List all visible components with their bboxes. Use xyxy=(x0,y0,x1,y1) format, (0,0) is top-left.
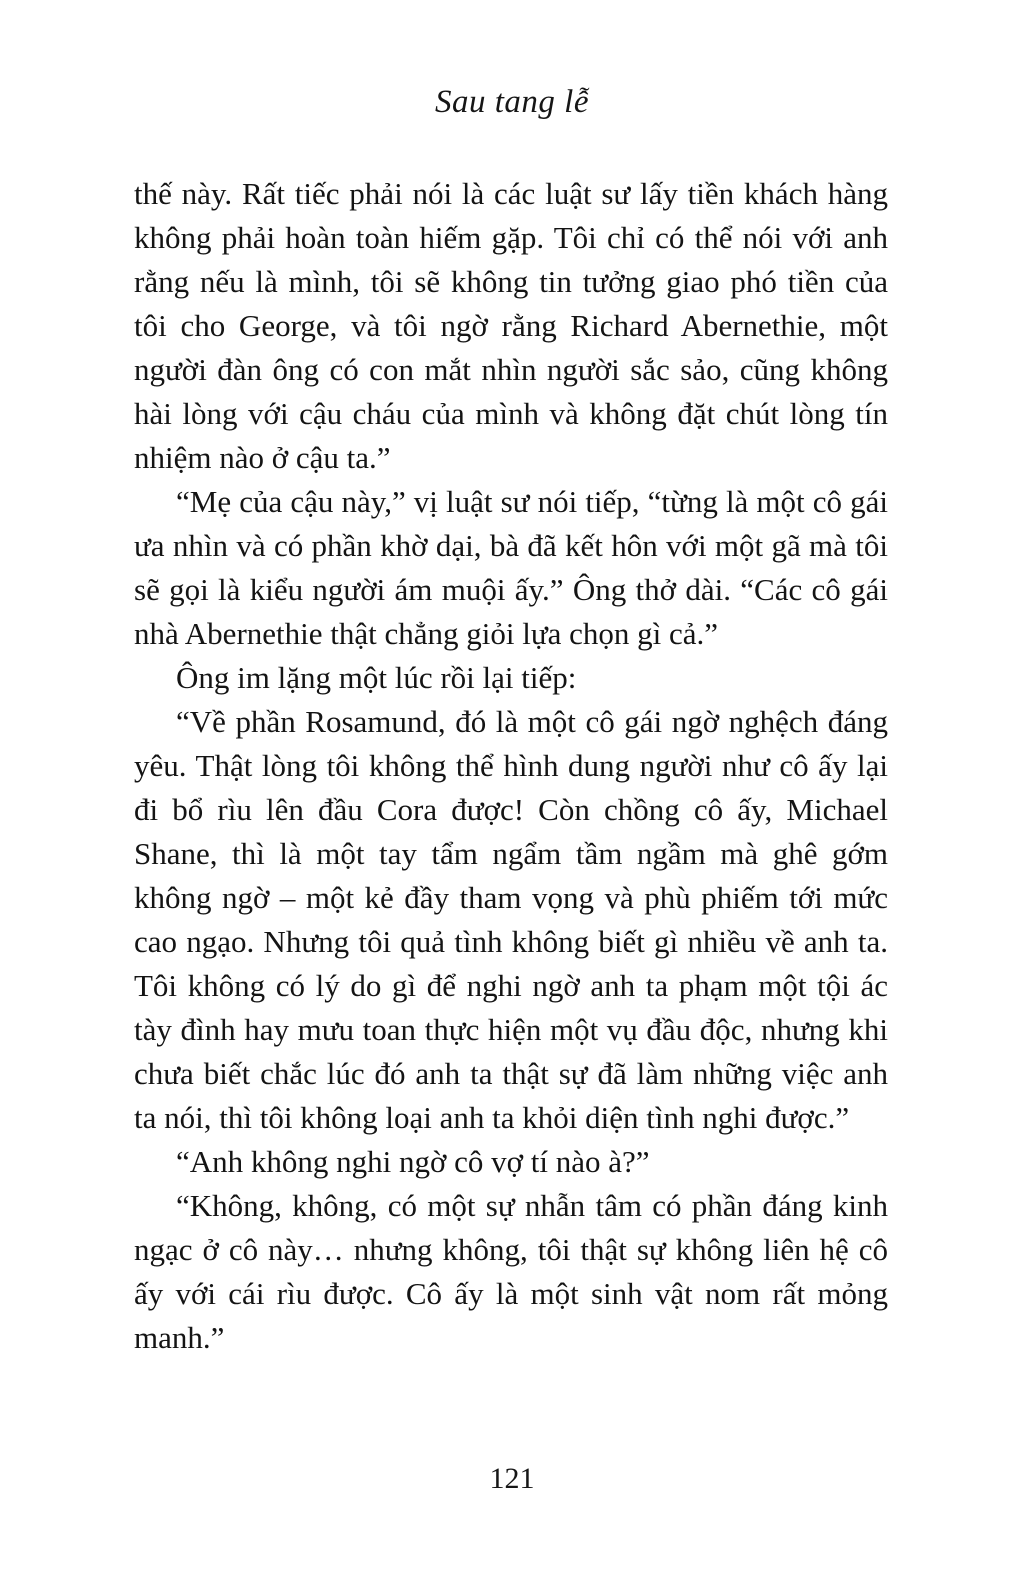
running-header: Sau tang lễ xyxy=(435,84,589,120)
body-text-block xyxy=(134,172,888,1360)
body-paragraph: thế này. Rất tiếc phải nói là các luật sư lấy tiền khách hàng không phải hoàn toàn hiếm gặp. Tôi chỉ có thể nói với anh rằng nếu là mình, tôi sẽ không tin tưởng giao phó tiền của tôi cho George, và tôi ngờ rằng Richard Abernethie, một người đàn ông có con mắt nhìn người sắc sảo, cũng không hài lòng với cậu cháu của mình và không đặt chút lòng tín nhiệm nào ở cậu ta.” xyxy=(134,176,888,475)
body-paragraph: “Mẹ của cậu này,” vị luật sư nói tiếp, “từng là một cô gái ưa nhìn và có phần khờ dại, bà đã kết hôn với một gã mà tôi sẽ gọi là kiểu người ám muội ấy.” Ông thở dài. “Các cô gái nhà Abernethie thật chẳng giỏi lựa chọn gì cả.” xyxy=(134,484,888,651)
body-paragraph: “Anh không nghi ngờ cô vợ tí nào à?” xyxy=(176,1144,650,1179)
body-paragraph: Ông im lặng một lúc rồi lại tiếp: xyxy=(176,660,577,695)
page-number: 121 xyxy=(489,1462,535,1495)
body-paragraph: “Không, không, có một sự nhẫn tâm có phần đáng kinh ngạc ở cô này… nhưng không, tôi thật sự không liên hệ cô ấy với cái rìu được. Cô ấy là một sinh vật nom rất mỏng manh.” xyxy=(134,1188,888,1355)
body-paragraph: “Về phần Rosamund, đó là một cô gái ngờ nghệch đáng yêu. Thật lòng tôi không thể hình dung người như cô ấy lại đi bổ rìu lên đầu Cora được! Còn chồng cô ấy, Michael Shane, thì là một tay tẩm ngẩm tầm ngầm mà ghê gớm không ngờ – một kẻ đầy tham vọng và phù phiếm tới mức cao ngạo. Nhưng tôi quả tình không biết gì nhiều về anh ta. Tôi không có lý do gì để nghi ngờ anh ta phạm một tội ác tày đình hay mưu toan thực hiện một vụ đầu độc, nhưng khi chưa biết chắc lúc đó anh ta thật sự đã làm những việc anh ta nói, thì tôi không loại anh ta khỏi diện tình nghi được.” xyxy=(134,704,888,1135)
